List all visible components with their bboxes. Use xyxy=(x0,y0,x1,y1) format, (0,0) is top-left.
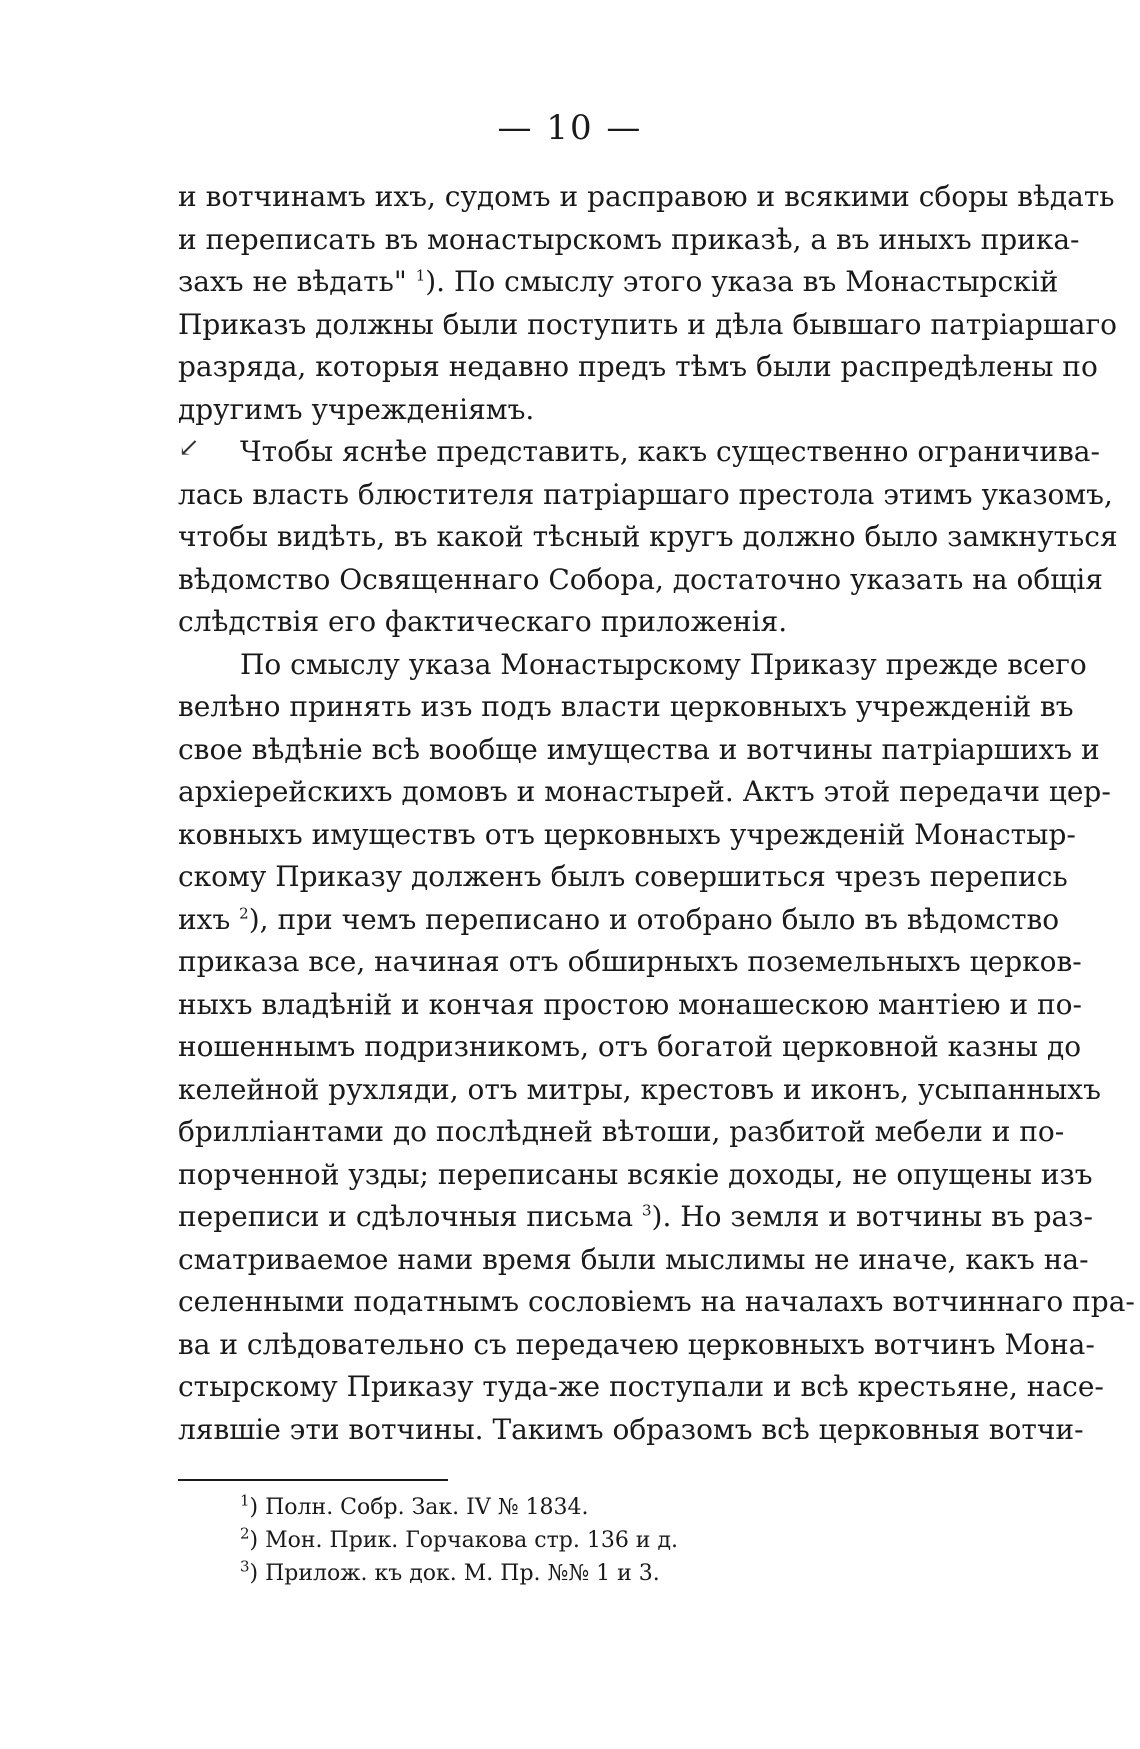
text-line: Приказъ должны были поступить и дѣла бывшаго патріаршаго xyxy=(178,307,1118,341)
footnote xyxy=(240,1524,678,1557)
text-fragment: ). По смыслу этого указа въ Монастырскій xyxy=(425,265,1059,298)
text-line: По смыслу указа Монастырскому Приказу прежде всего xyxy=(240,647,1087,681)
body-text xyxy=(178,176,1135,1451)
text-line: архіерейскихъ домовъ и монастырей. Актъ этой передачи цер- xyxy=(178,775,1111,808)
text-line: келейной рухляди, отъ митры, крестовъ и иконъ, усыпанныхъ xyxy=(178,1072,1101,1106)
text-line: порченной узды; переписаны всякіе доходы, не опущены изъ xyxy=(178,1157,1093,1191)
page-number: — 10 — xyxy=(497,108,643,148)
text-line: ва и слѣдовательно съ передачею церковныхъ вотчинъ Мона- xyxy=(178,1327,1095,1361)
text-line: ковныхъ имуществъ отъ церковныхъ учрежденій Монастыр- xyxy=(178,817,1076,851)
text-fragment: ). Но земля и вотчины въ раз- xyxy=(651,1200,1093,1233)
text-line: вѣдомство Освященнаго Собора, достаточно указать на общія xyxy=(178,562,1103,596)
text-line: разряда, которыя недавно предъ тѣмъ были распредѣлены по xyxy=(178,350,1098,383)
text-line: ныхъ владѣній и кончая простою монашескою мантіею и по- xyxy=(178,987,1082,1021)
text-line: лявшіе эти вотчины. Такимъ образомъ всѣ церковныя вотчи- xyxy=(178,1412,1084,1446)
footnote-text: ) Прилож. къ док. М. Пр. №№ 1 и 3. xyxy=(249,1561,660,1586)
text-line: скому Приказу долженъ былъ совершиться чрезъ перепись xyxy=(178,860,1068,893)
footnote-reference[interactable]: 1 xyxy=(415,266,426,285)
text-fragment: захъ не вѣдать" xyxy=(178,265,416,298)
text-line xyxy=(178,1196,1093,1239)
text-line: лась власть блюстителя патріаршаго престола этимъ указомъ, xyxy=(178,477,1113,511)
text-line: свое вѣдѣніе всѣ вообще имущества и вотчины патріаршихъ и xyxy=(178,732,1100,766)
footnote-number: 2 xyxy=(240,1524,250,1543)
text-line: ношеннымъ подризникомъ, отъ богатой церковной казны до xyxy=(178,1030,1082,1063)
footnotes xyxy=(240,1491,678,1590)
footnote-number: 1 xyxy=(240,1491,250,1510)
text-line: стырскому Приказу туда-же поступали и всѣ крестьяне, насе- xyxy=(178,1370,1104,1403)
footnote-separator xyxy=(178,1479,448,1481)
text-line: селенными податнымъ сословіемъ на началахъ вотчиннаго пра- xyxy=(178,1285,1135,1318)
text-fragment: ихъ xyxy=(178,902,240,936)
text-line: велѣно принять изъ подъ власти церковныхъ учрежденій въ xyxy=(178,690,1074,723)
text-line: приказа все, начиная отъ обширныхъ поземельныхъ церков- xyxy=(178,945,1082,978)
text-line: Чтобы яснѣе представить, какъ существенно ограничива- xyxy=(240,435,1100,468)
footnote-reference[interactable]: 3 xyxy=(641,1201,652,1220)
text-line xyxy=(178,261,1059,304)
text-line: и переписать въ монастырскомъ приказѣ, а въ иныхъ прика- xyxy=(178,222,1080,256)
margin-mark: ↙ xyxy=(178,433,200,463)
text-fragment: переписи и сдѣлочныя письма xyxy=(178,1200,642,1233)
text-line: и вотчинамъ ихъ, судомъ и расправою и всякими сборы вѣдать xyxy=(178,180,1115,213)
footnote-reference[interactable]: 2 xyxy=(239,904,249,923)
text-line: другимъ учрежденіямъ. xyxy=(178,392,535,426)
footnote-text: ) Полн. Собр. Зак. IV № 1834. xyxy=(249,1495,589,1520)
footnote-text: ) Мон. Прик. Горчакова стр. 136 и д. xyxy=(249,1528,678,1553)
text-line: слѣдствія его фактическаго приложенія. xyxy=(178,605,788,638)
text-line xyxy=(178,899,1060,942)
footnote-number: 3 xyxy=(240,1557,250,1576)
footnote xyxy=(240,1491,678,1524)
text-line: сматриваемое нами время были мыслимы не иначе, какъ на- xyxy=(178,1242,1089,1276)
text-line: бриллiантами до послѣдней вѣтоши, разбитой мебели и по- xyxy=(178,1115,1065,1148)
footnote xyxy=(240,1557,678,1590)
text-line: чтобы видѣть, въ какой тѣсный кругъ должно было замкнуться xyxy=(178,520,1118,553)
text-fragment: ), при чемъ переписано и отобрано было въ вѣдомство xyxy=(248,902,1060,936)
